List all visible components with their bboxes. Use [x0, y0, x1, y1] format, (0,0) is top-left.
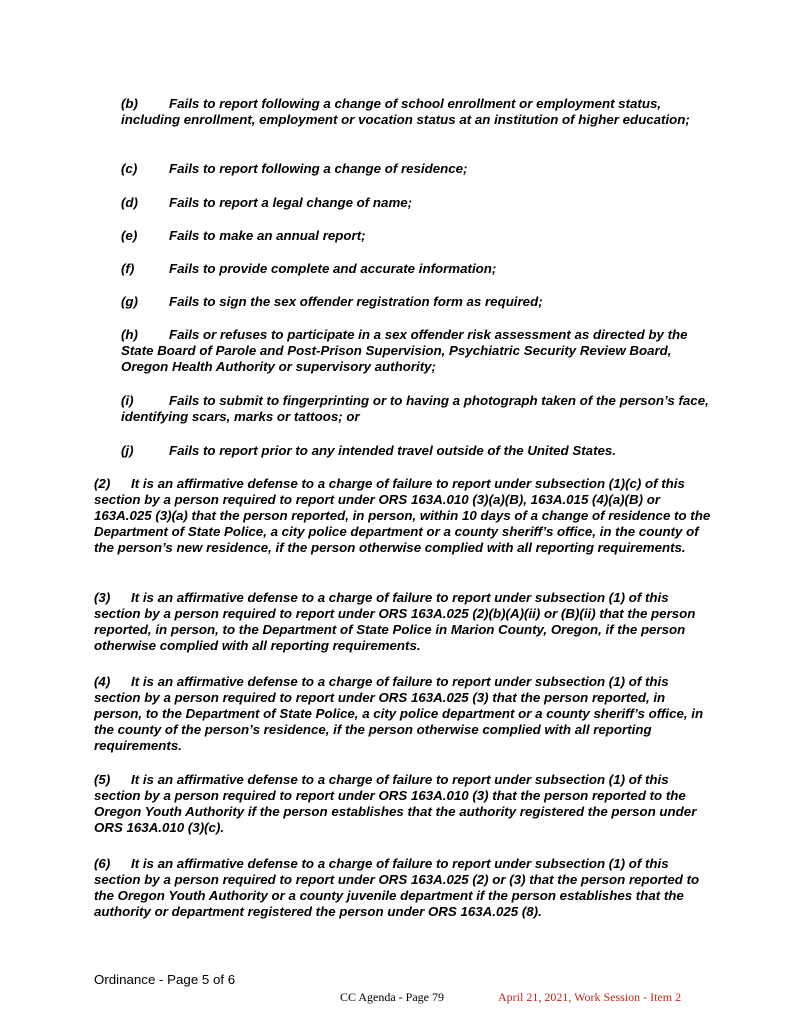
subsection-label: (b) — [121, 96, 138, 111]
paragraph-label: (5) — [94, 772, 111, 787]
subsection-label: (d) — [121, 195, 138, 210]
subsection-text: Fails to report following a change of residence; — [169, 161, 468, 176]
paragraph-label: (3) — [94, 590, 111, 605]
subsection-text: Fails to sign the sex offender registration form as required; — [169, 294, 543, 309]
subsection-text: Fails to report a legal change of name; — [169, 195, 413, 210]
paragraph-6 — [94, 856, 714, 920]
subsection-g — [121, 294, 721, 310]
paragraph-4 — [94, 674, 714, 754]
subsection-b — [121, 96, 721, 128]
subsection-i — [121, 393, 721, 425]
subsection-label: (c) — [121, 161, 138, 176]
subsection-label: (g) — [121, 294, 138, 309]
paragraph-label: (6) — [94, 856, 111, 871]
agenda-page-footer: CC Agenda - Page 79 — [340, 990, 444, 1004]
subsection-label: (i) — [121, 393, 134, 408]
subsection-label: (j) — [121, 443, 134, 458]
subsection-text: Fails to make an annual report; — [169, 228, 366, 243]
subsection-text: Fails to report following a change of school enrollment or employment status, including enrollment, employment or vocation status at an institution of higher education; — [121, 96, 690, 127]
subsection-c — [121, 161, 721, 177]
subsection-d — [121, 195, 721, 211]
session-footer: April 21, 2021, Work Session - Item 2 — [498, 990, 682, 1004]
paragraph-label: (2) — [94, 476, 111, 491]
paragraph-text: It is an affirmative defense to a charge of failure to report under subsection (1)(c) of this section by a person required to report under ORS 163A.010 (3)(a)(B), 163A.015 (4)(a)(B) or 163A.025 (3)(a) that the person reported, in person, within 10 days of a change of residence to the Department of State Police, a city police department or a county sheriff’s office, in the county of the person’s new residence, if the person otherwise complied with all reporting requirements. — [94, 476, 711, 555]
subsection-h — [121, 327, 721, 375]
subsection-label: (h) — [121, 327, 138, 342]
subsection-e — [121, 228, 721, 244]
subsection-text: Fails to provide complete and accurate information; — [169, 261, 497, 276]
paragraph-text: It is an affirmative defense to a charge of failure to report under subsection (1) of this section by a person required to report under ORS 163A.025 (2) or (3) that the person reported to the Oregon Youth Authority or a county juvenile department if the person establishes that the authority or department registered the person under ORS 163A.025 (8). — [94, 856, 700, 919]
subsection-text: Fails to report prior to any intended travel outside of the United States. — [169, 443, 616, 458]
subsection-text: Fails to submit to fingerprinting or to having a photograph taken of the person’s face, identifying scars, marks or tattoos; or — [121, 393, 709, 424]
subsection-f — [121, 261, 721, 277]
paragraph-text: It is an affirmative defense to a charge of failure to report under subsection (1) of this section by a person required to report under ORS 163A.025 (2)(b)(A)(ii) or (B)(ii) that the person reported, in person, to the Department of State Police in Marion County, Oregon, if the person otherwise complied with all reporting requirements. — [94, 590, 696, 653]
subsection-label: (e) — [121, 228, 138, 243]
paragraph-text: It is an affirmative defense to a charge of failure to report under subsection (1) of this section by a person required to report under ORS 163A.025 (3) that the person reported, in person, to the Department of State Police, a city police department or a county sheriff’s office, in the county of the person’s residence, if the person otherwise complied with all reporting requirements. — [94, 674, 704, 753]
subsection-text: Fails or refuses to participate in a sex offender risk assessment as directed by the State Board of Parole and Post-Prison Supervision, Psychiatric Security Review Board, Oregon Health Authority or supervisory authority; — [121, 327, 688, 374]
subsection-label: (f) — [121, 261, 135, 276]
paragraph-label: (4) — [94, 674, 111, 689]
paragraph-2 — [94, 476, 714, 556]
paragraph-5 — [94, 772, 714, 836]
page-number-footer: Ordinance - Page 5 of 6 — [94, 972, 236, 987]
paragraph-3 — [94, 590, 714, 654]
subsection-j — [121, 443, 721, 459]
paragraph-text: It is an affirmative defense to a charge of failure to report under subsection (1) of this section by a person required to report under ORS 163A.010 (3) that the person reported to the Oregon Youth Authority if the person establishes that the authority registered the person under ORS 163A.010 (3)(c). — [94, 772, 697, 835]
